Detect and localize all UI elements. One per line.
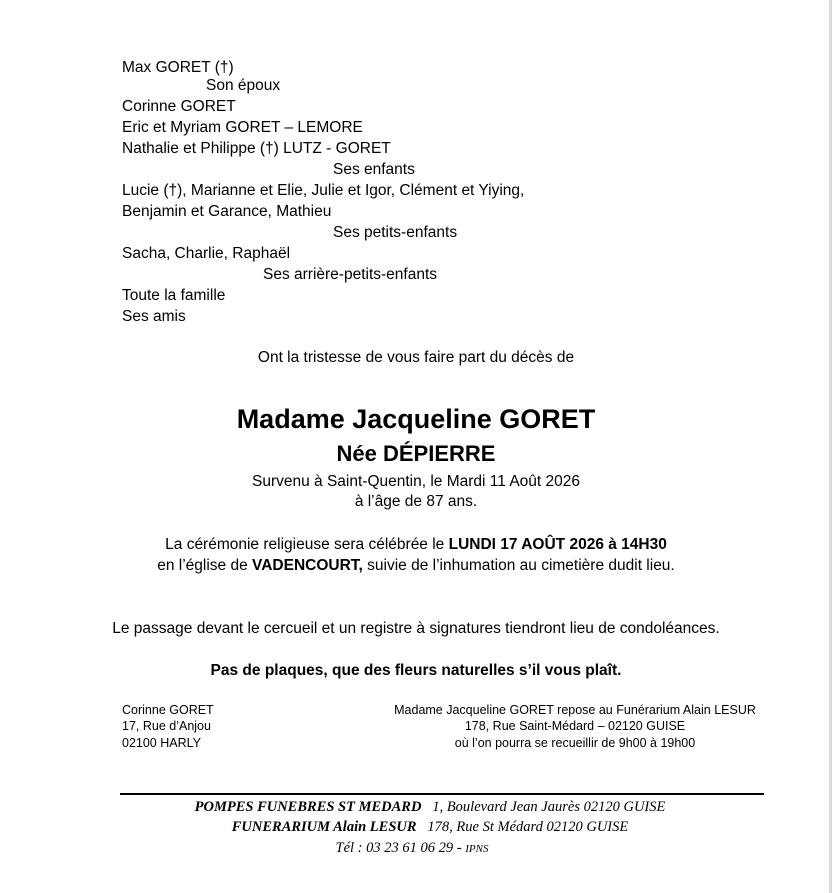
ceremony-text: La cérémonie religieuse sera célébrée le: [165, 536, 449, 553]
phone-number: Tél : 03 23 61 06 29 -: [335, 840, 466, 856]
ceremony-line-2: [0, 556, 832, 576]
death-line: Survenu à Saint-Quentin, le Mardi 11 Août 2026: [251, 473, 580, 490]
announcement-intro: Ont la tristesse de vous faire part du décès de: [257, 349, 575, 366]
visiting-hours: où l’on pourra se recueillir de 9h00 à 19h00: [454, 736, 696, 750]
family-line: Lucie (†), Marianne et Elie, Julie et Igor, Clément et Yiying,: [122, 182, 525, 199]
family-role: Ses enfants: [333, 161, 415, 178]
family-line: Corinne GORET: [122, 98, 236, 115]
footer-line-3: [0, 838, 832, 859]
family-role: Ses arrière-petits-enfants: [263, 266, 438, 283]
flowers-text: Pas de plaques, que des fleurs naturelles s’il vous plaît.: [210, 662, 622, 679]
funerarium-name: FUNERARIUM Alain LESUR: [231, 819, 417, 835]
footer-line-1: [0, 797, 832, 817]
funeral-home-name: POMPES FUNEBRES ST MEDARD: [194, 799, 422, 815]
ceremony-line-1: [0, 535, 832, 555]
ceremony-place: VADENCOURT,: [252, 557, 363, 574]
footer-line-2: [0, 817, 832, 837]
deceased-name: Madame Jacqueline GORET: [236, 404, 596, 434]
family-line: Eric et Myriam GORET – LEMORE: [122, 119, 363, 136]
contact-city: 02100 HARLY: [122, 736, 201, 750]
family-line: Sacha, Charlie, Raphaël: [122, 245, 291, 262]
rest-place-address: 178, Rue Saint-Médard – 02120 GUISE: [464, 719, 686, 733]
ceremony-text: en l’église de: [157, 557, 253, 574]
family-role: Ses petits-enfants: [333, 224, 458, 241]
age-line: à l’âge de 87 ans.: [354, 493, 478, 510]
ipns-mark: IPNS: [465, 843, 489, 855]
family-line: Ses amis: [122, 308, 186, 325]
footer-divider: [120, 793, 764, 795]
family-line: Nathalie et Philippe (†) LUTZ - GORET: [122, 140, 391, 157]
condolences-note: Le passage devant le cercueil et un registre à signatures tiendront lieu de condoléances.: [112, 620, 720, 637]
flowers-note: [0, 661, 832, 681]
family-line: Toute la famille: [122, 287, 226, 304]
rest-place-line: Madame Jacqueline GORET repose au Funérarium Alain LESUR: [394, 703, 756, 717]
family-role: Son époux: [206, 77, 281, 94]
funerarium-address: 178, Rue St Médard 02120 GUISE: [427, 819, 629, 835]
ceremony-text: suivie de l’inhumation au cimetière dudit lieu.: [362, 557, 675, 574]
contact-name: Corinne GORET: [122, 703, 214, 717]
maiden-name: Née DÉPIERRE: [336, 441, 496, 466]
family-line: Benjamin et Garance, Mathieu: [122, 203, 332, 220]
family-line: Max GORET (†): [122, 59, 234, 76]
funeral-home-address: 1, Boulevard Jean Jaurès 02120 GUISE: [432, 799, 666, 815]
contact-street: 17, Rue d’Anjou: [122, 719, 211, 733]
ceremony-date: LUNDI 17 AOÛT 2026 à 14H30: [448, 536, 667, 553]
